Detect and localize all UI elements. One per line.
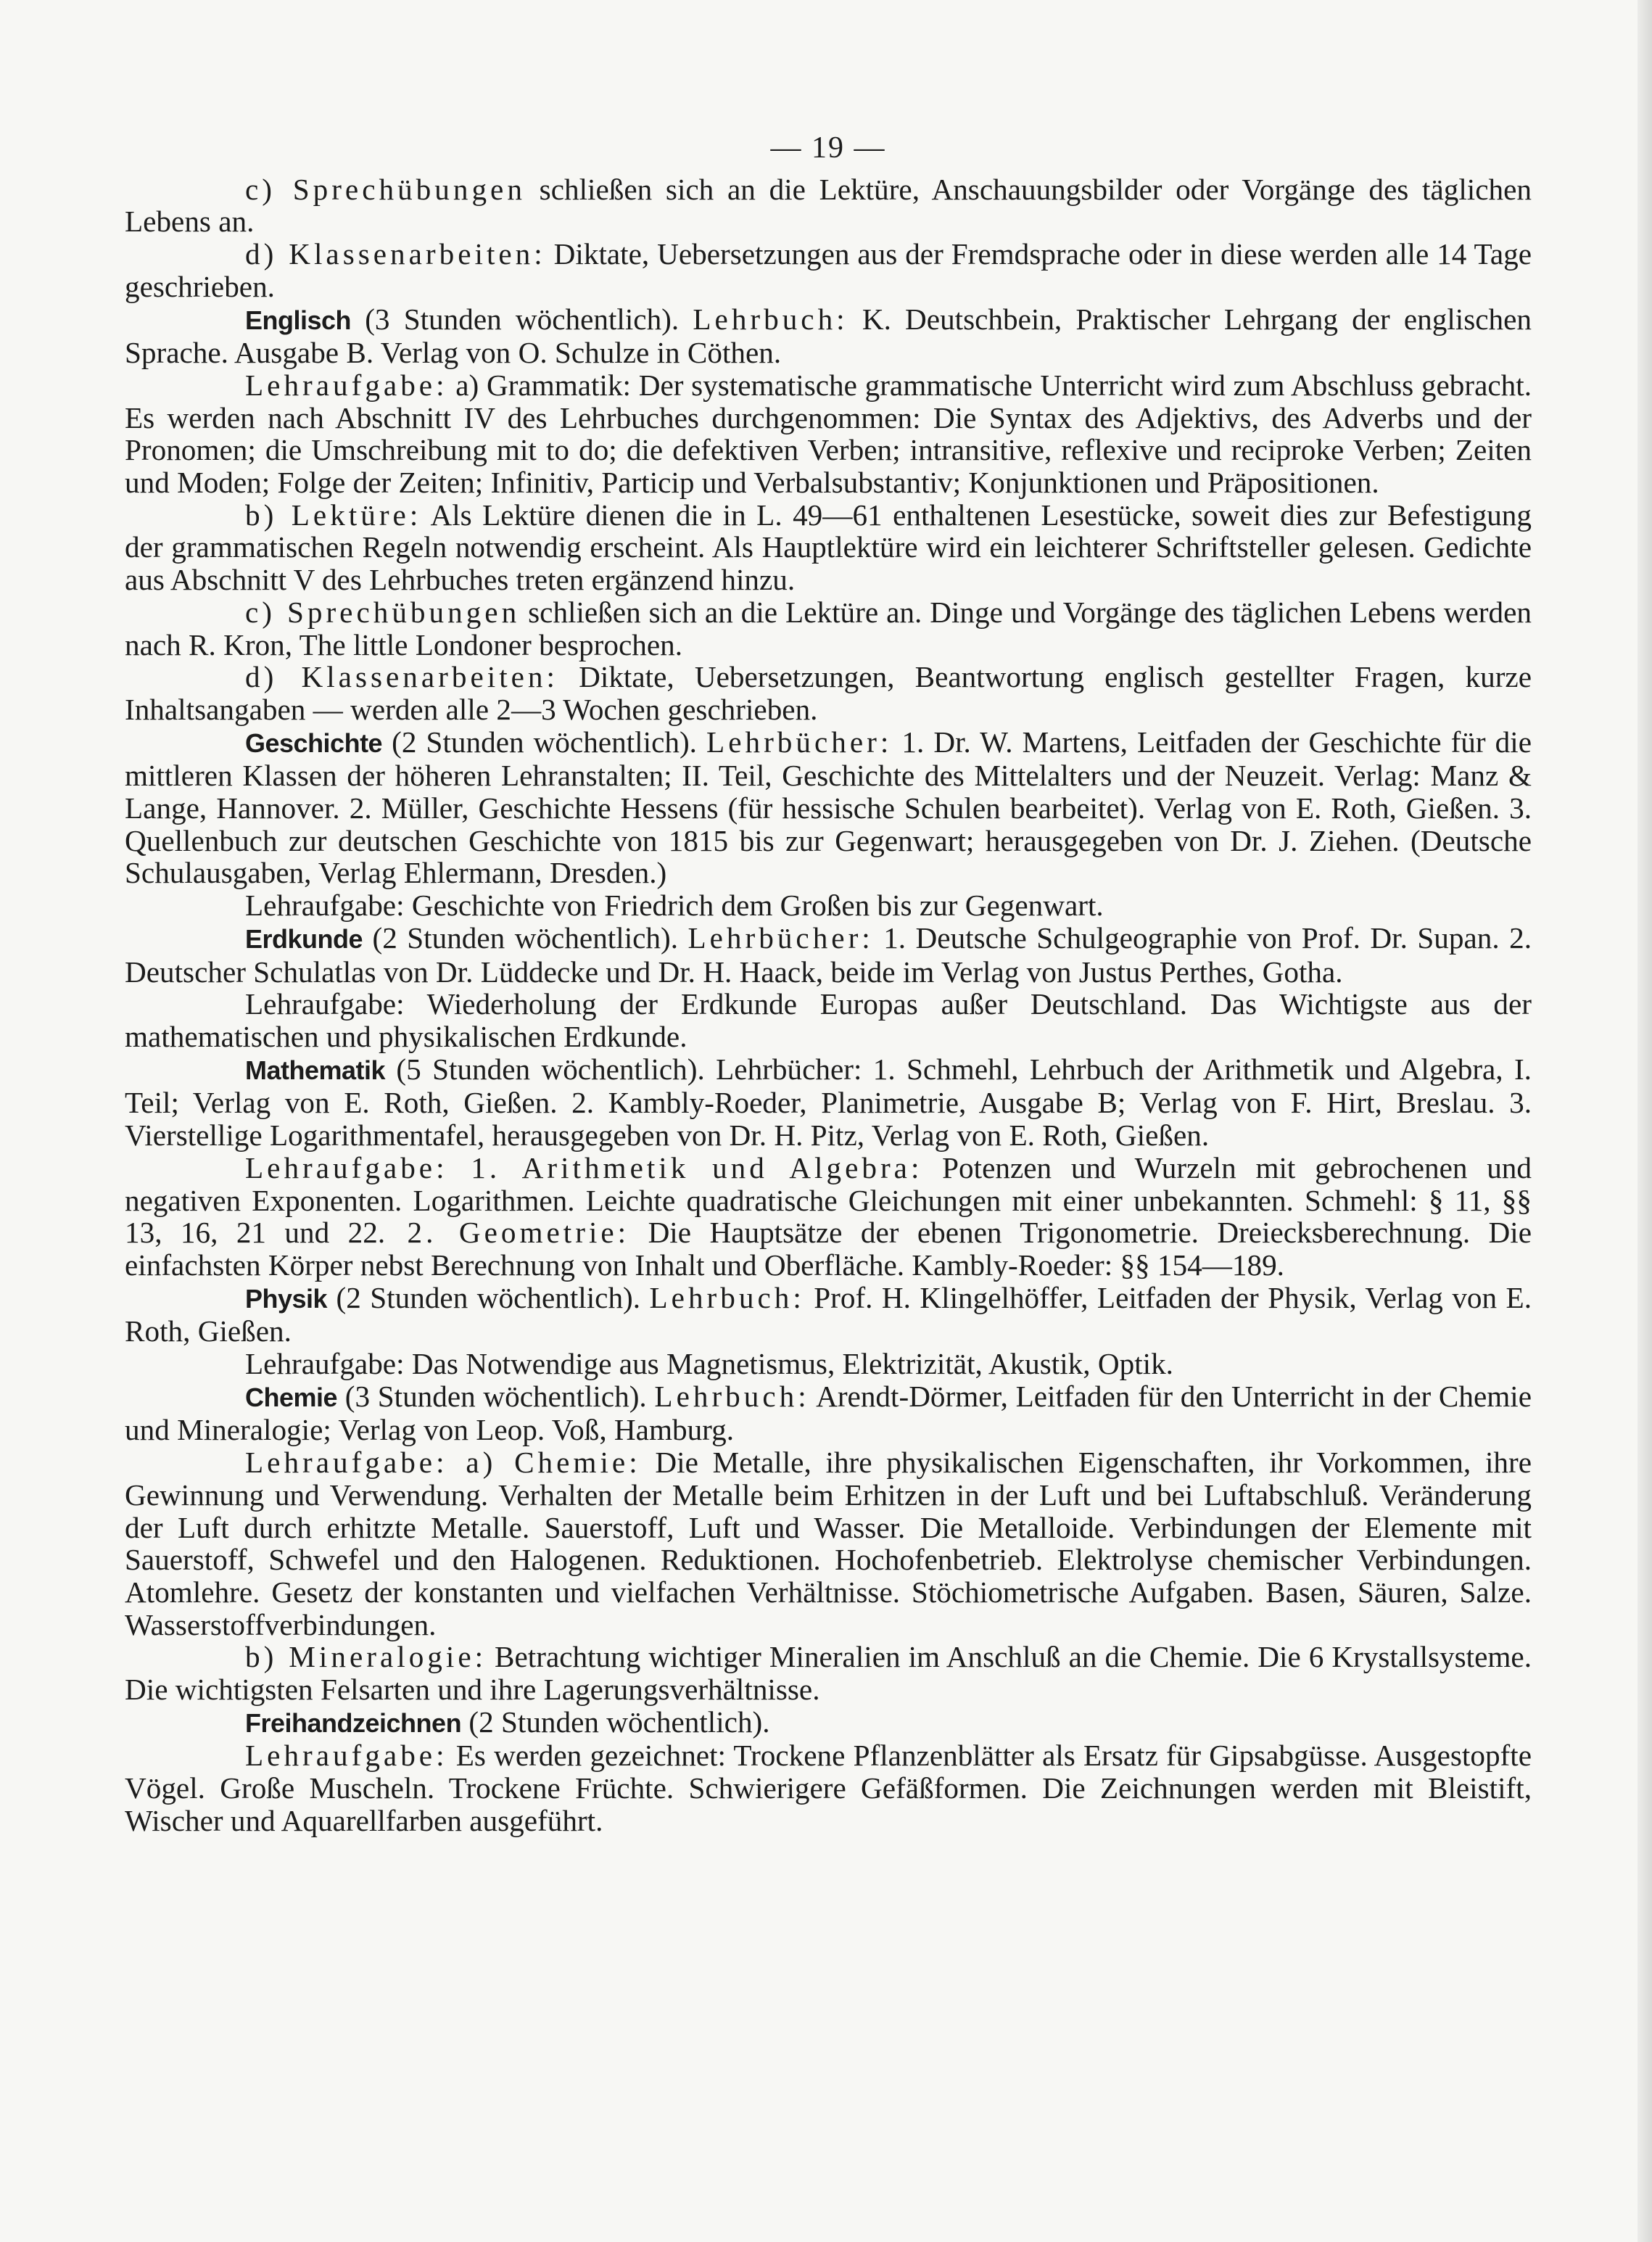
math-heading: Mathematik (5 Stunden wöchentlich). Lehrbücher: 1. Schmehl, Lehrbuch der Arithmetik und Algebra, I. Teil; Verlag von E. Roth, Gießen. 2. Kambly-Roeder, Planimetrie, Ausgabe B; Verlag von F. Hirt, Breslau. 3. Vierstellige Logarithmentafel, herausgegeben von Dr. H. Pitz, Verlag von E. Roth, Gießen. <box>125 1052 1532 1153</box>
english-reading: b) Lektüre: Als Lektüre dienen die in L. 49—61 enthaltenen Lesestücke, soweit dies zur Befestigung der grammatischen Regeln notwendig erscheint. Als Hauptlektüre wird ein leichterer Schriftsteller gelesen. Gedichte aus Abschnitt V des Lehrbuches treten ergänzend hinzu. <box>125 498 1532 597</box>
drawing-heading: Freihandzeichnen (2 Stunden wöchentlich). <box>245 1705 770 1739</box>
mineralogy-task: b) Mineralogie: Betrachtung wichtiger Mineralien im Anschluß an die Chemie. Die 6 Krystallsysteme. Die wichtigsten Felsarten und ihre Lagerungsverhältnisse. <box>125 1640 1532 1707</box>
page-number: — 19 — <box>770 131 886 165</box>
english-class-work: d) Klassenarbeiten: Diktate, Uebersetzungen, Beantwortung englisch gestellter Fragen, kurze Inhaltsangaben — werden alle 2—3 Wochen geschrieben. <box>125 660 1532 726</box>
subject-physics: Physik <box>245 1283 328 1314</box>
physics-task: Lehraufgabe: Das Notwendige aus Magnetismus, Elektrizität, Akustik, Optik. <box>245 1347 1173 1381</box>
subject-math: Mathematik <box>245 1055 386 1085</box>
math-task: Lehraufgabe: 1. Arithmetik und Algebra: Potenzen und Wurzeln mit gebrochenen und negativen Exponenten. Logarithmen. Leichte quadratische Gleichungen mit einer unbekannten. Schmehl: § 11, §§ 13, 16, 21 und 22. 2. Geometrie: Die Hauptsätze der ebenen Trigonometrie. Dreiecksberechnung. Die einfachsten Körper nebst Berechnung von Inhalt und Oberfläche. Kambly-Roeder: §§ 154—189. <box>125 1150 1532 1282</box>
subject-english: Englisch <box>245 305 352 335</box>
french-class-work: d) Klassenarbeiten: Diktate, Uebersetzungen aus der Fremdsprache oder in diese werden alle 14 Tage geschrieben. <box>125 237 1532 303</box>
geography-heading: Erdkunde (2 Stunden wöchentlich). Lehrbücher: 1. Deutsche Schulgeographie von Prof. Dr. Supan. 2. Deutscher Schulatlas von Dr. Lüddecke und Dr. H. Haack, beide im Verlag von Justus Perthes, Gotha. <box>125 920 1532 989</box>
geography-task: Lehraufgabe: Wiederholung der Erdkunde Europas außer Deutschland. Das Wichtigste aus der mathematischen und physikalischen Erdkunde. <box>125 987 1532 1053</box>
page-content <box>125 132 1532 1837</box>
physics-heading: Physik (2 Stunden wöchentlich). Lehrbuch: Prof. H. Klingelhöffer, Leitfaden der Physik, Verlag von E. Roth, Gießen. <box>125 1280 1532 1348</box>
english-grammar: Lehraufgabe: a) Grammatik: Der systematische grammatische Unterricht wird zum Abschluss gebracht. Es werden nach Abschnitt IV des Lehrbuches durchgenommen: Die Syntax des Adjektivs, des Adverbs und der Pronomen; die Umschreibung mit to do; die defektiven Verben; intransitive, reflexive und reciproke Verben; Zeiten und Moden; Folge der Zeiten; Infinitiv, Particip und Verbalsubstantiv; Konjunktionen und Präpositionen. <box>125 368 1532 500</box>
history-task: Lehraufgabe: Geschichte von Friedrich dem Großen bis zur Gegenwart. <box>245 889 1104 923</box>
chemistry-heading: Chemie (3 Stunden wöchentlich). Lehrbuch: Arendt-Dörmer, Leitfaden für den Unterricht in der Chemie und Mineralogie; Verlag von Leop. Voß, Hamburg. <box>125 1379 1532 1447</box>
english-speaking: c) Sprechübungen schließen sich an die Lektüre an. Dinge und Vorgänge des täglichen Lebens werden nach R. Kron, The little Londoner besprochen. <box>125 595 1532 662</box>
history-heading: Geschichte (2 Stunden wöchentlich). Lehrbücher: 1. Dr. W. Martens, Leitfaden der Geschichte für die mittleren Klassen der höheren Lehranstalten; II. Teil, Geschichte des Mittelalters und der Neuzeit. Verlag: Manz & Lange, Hannover. 2. Müller, Geschichte Hessens (für hessische Schulen bearbeitet). Verlag von E. Roth, Gießen. 3. Quellenbuch zur deutschen Geschichte von 1815 bis zur Gegenwart; herausgegeben von Dr. J. Ziehen. (Deutsche Schulausgaben, Verlag Ehlermann, Dresden.) <box>125 725 1532 890</box>
drawing-task: Lehraufgabe: Es werden gezeichnet: Trockene Pflanzenblätter als Ersatz für Gipsabgüsse. Ausgestopfte Vögel. Große Muscheln. Trockene Früchte. Schwierigere Gefäßformen. Die Zeichnungen werden mit Bleistift, Wischer und Aquarellfarben ausgeführt. <box>125 1739 1532 1837</box>
page-edge <box>1637 0 1652 2242</box>
french-speaking-exercises: c) Sprechübungen schließen sich an die Lektüre, Anschauungsbilder oder Vorgänge des täglichen Lebens an. <box>125 172 1532 239</box>
subject-history: Geschichte <box>245 728 383 758</box>
chemistry-task: Lehraufgabe: a) Chemie: Die Metalle, ihre physikalischen Eigenschaften, ihr Vorkommen, ihre Gewinnung und Verwendung. Verhalten der Metalle beim Erhitzen in der Luft und bei Luftabschluß. Veränderung der Luft durch erhitzte Metalle. Sauerstoff, Luft und Wasser. Die Metalloide. Verbindungen der Elemente mit Sauerstoff, Schwefel und den Halogenen. Reduktionen. Hochofenbetrieb. Elektrolyse chemischer Verbindungen. Atomlehre. Gesetz der konstanten und vielfachen Verhältnisse. Stöchiometrische Aufgaben. Basen, Säuren, Salze. Wasserstoffverbindungen. <box>125 1446 1532 1641</box>
subject-geography: Erdkunde <box>245 923 363 954</box>
subject-chemistry: Chemie <box>245 1382 338 1412</box>
subject-drawing: Freihandzeichnen <box>245 1707 462 1738</box>
english-heading: Englisch (3 Stunden wöchentlich). Lehrbuch: K. Deutschbein, Praktischer Lehrgang der englischen Sprache. Ausgabe B. Verlag von O. Schulze in Cöthen. <box>125 302 1532 370</box>
